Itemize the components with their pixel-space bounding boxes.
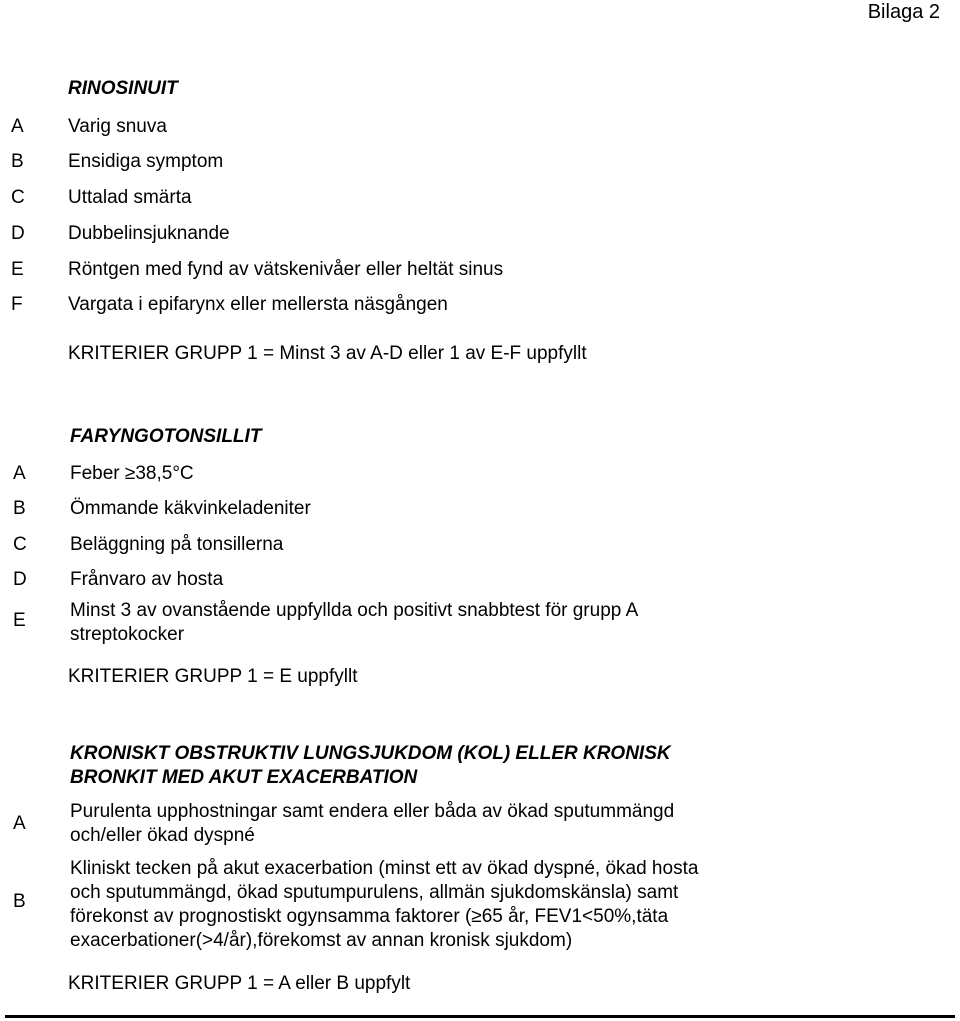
section-title: RINOSINUIT bbox=[68, 78, 178, 99]
item-letter: E bbox=[13, 610, 26, 631]
appendix-label: Bilaga 2 bbox=[867, 1, 940, 23]
item-text-line: och sputummängd, ökad sputumpurulens, allmän sjukdomskänsla) samt bbox=[70, 882, 679, 903]
item-letter: A bbox=[13, 463, 26, 484]
item-text: Beläggning på tonsillerna bbox=[70, 534, 284, 555]
criteria-text: KRITERIER GRUPP 1 = A eller B uppfylt bbox=[68, 973, 411, 994]
item-text-line: streptokocker bbox=[70, 624, 185, 645]
item-text-line: Purulenta upphostningar samt endera eller båda av ökad sputummängd bbox=[70, 801, 675, 822]
item-letter: B bbox=[13, 498, 26, 519]
criteria-text: KRITERIER GRUPP 1 = E uppfyllt bbox=[68, 666, 358, 687]
item-letter: A bbox=[11, 116, 24, 137]
item-text: Feber ≥38,5°C bbox=[70, 463, 194, 484]
section-title: FARYNGOTONSILLIT bbox=[70, 426, 262, 447]
item-text: Ömmande käkvinkeladeniter bbox=[70, 498, 311, 519]
section-title-line: BRONKIT MED AKUT EXACERBATION bbox=[70, 767, 418, 788]
criteria-text: KRITERIER GRUPP 1 = Minst 3 av A-D eller 1 av E-F uppfyllt bbox=[68, 343, 587, 364]
item-text-line: och/eller ökad dyspné bbox=[70, 825, 255, 846]
item-text: Vargata i epifarynx eller mellersta näsgången bbox=[68, 294, 448, 315]
item-letter: C bbox=[11, 187, 25, 208]
item-letter: D bbox=[13, 569, 27, 590]
bottom-divider bbox=[5, 1015, 955, 1018]
item-text: Uttalad smärta bbox=[68, 187, 192, 208]
item-text-line: Kliniskt tecken på akut exacerbation (minst ett av ökad dyspné, ökad hosta bbox=[70, 858, 699, 879]
item-text-line: exacerbationer(>4/år),förekomst av annan kronisk sjukdom) bbox=[70, 930, 573, 951]
item-text-line: Minst 3 av ovanstående uppfyllda och positivt snabbtest för grupp A bbox=[70, 600, 639, 621]
item-text-line: förekonst av prognostiskt ogynsamma faktorer (≥65 år, FEV1<50%,täta bbox=[70, 906, 669, 927]
item-letter: B bbox=[13, 891, 26, 912]
item-letter: D bbox=[11, 223, 25, 244]
item-text: Frånvaro av hosta bbox=[70, 569, 224, 590]
item-text: Röntgen med fynd av vätskenivåer eller heltät sinus bbox=[68, 259, 504, 280]
item-letter: C bbox=[13, 534, 27, 555]
section-title-line: KRONISKT OBSTRUKTIV LUNGSJUKDOM (KOL) ELLER KRONISK bbox=[70, 743, 671, 764]
item-text: Dubbelinsjuknande bbox=[68, 223, 230, 244]
item-letter: B bbox=[11, 151, 24, 172]
item-letter: E bbox=[11, 259, 24, 280]
item-letter: F bbox=[11, 294, 23, 315]
item-text: Varig snuva bbox=[68, 116, 167, 137]
item-letter: A bbox=[13, 813, 26, 834]
item-text: Ensidiga symptom bbox=[68, 151, 224, 172]
